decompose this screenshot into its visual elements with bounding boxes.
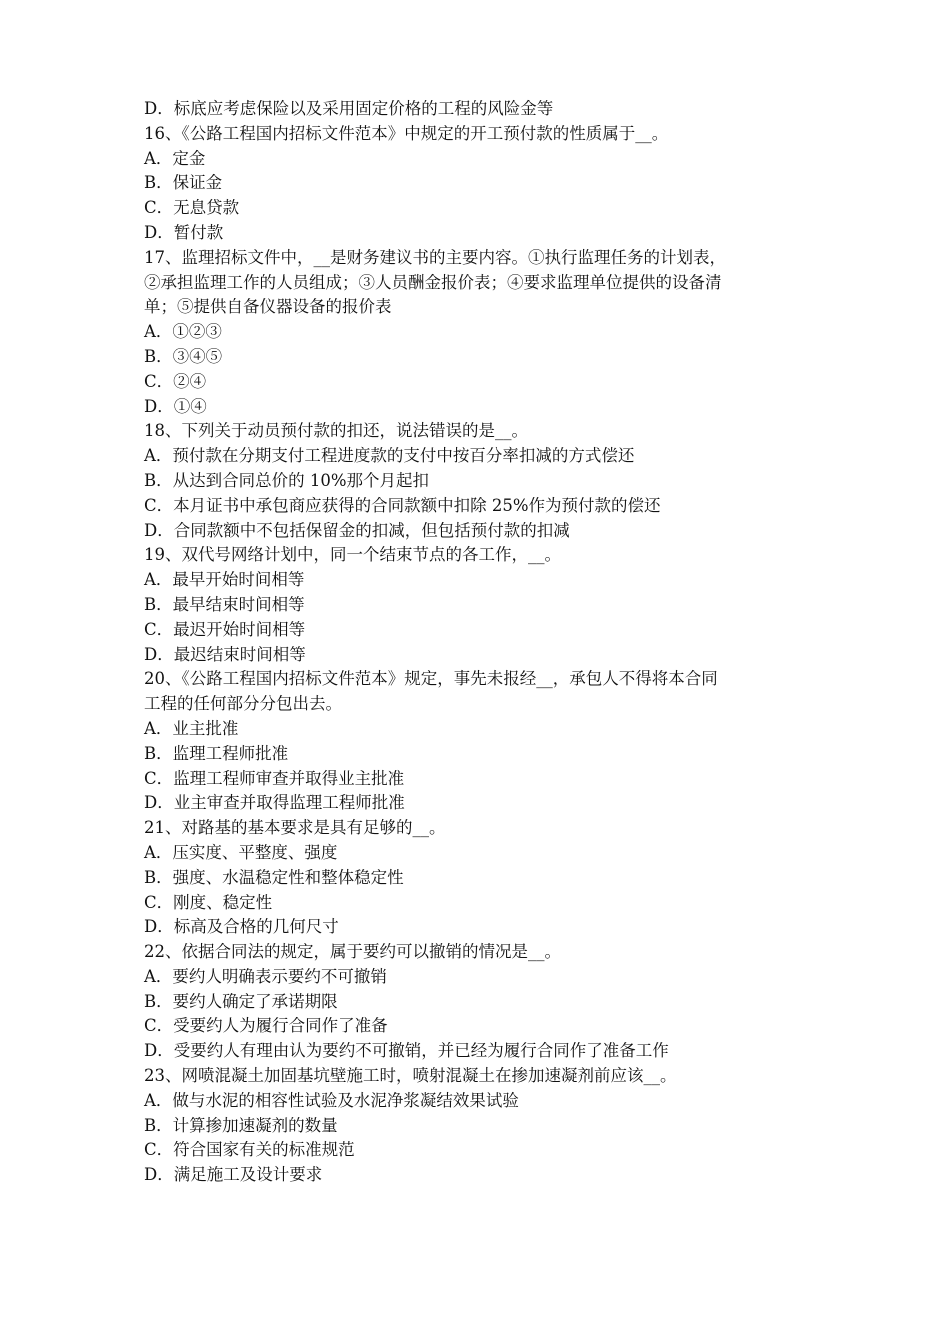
- option-line: B．要约人确定了承诺期限: [144, 991, 338, 1011]
- question-line: 工程的任何部分分包出去。: [144, 694, 342, 714]
- option-line: D．业主审查并取得监理工程师批准: [144, 793, 405, 813]
- question-line: 22、依据合同法的规定，属于要约可以撤销的情况是__。: [144, 942, 561, 962]
- option-line: C．符合国家有关的标准规范: [144, 1140, 355, 1160]
- question-line: 16、《公路工程国内招标文件范本》中规定的开工预付款的性质属于__。: [144, 123, 669, 143]
- question-line: 23、网喷混凝土加固基坑壁施工时，喷射混凝土在掺加速凝剂前应该__。: [144, 1066, 677, 1086]
- option-line: C．监理工程师审查并取得业主批准: [144, 768, 405, 788]
- option-line: B．监理工程师批准: [144, 743, 289, 763]
- option-line: C．本月证书中承包商应获得的合同款额中扣除 25%作为预付款的偿还: [144, 495, 661, 515]
- option-line: D．标底应考虑保险以及采用固定价格的工程的风险金等: [144, 99, 554, 118]
- question-line: ②承担监理工作的人员组成；③人员酬金报价表；④要求监理单位提供的设备清: [144, 272, 722, 292]
- option-line: D．①④: [144, 396, 207, 416]
- option-line: D．合同款额中不包括保留金的扣减，但包括预付款的扣减: [144, 520, 570, 540]
- option-line: D．满足施工及设计要求: [144, 1165, 323, 1185]
- option-line: C．最迟开始时间相等: [144, 619, 306, 639]
- question-line: 18、下列关于动员预付款的扣还，说法错误的是__。: [144, 421, 528, 441]
- option-line: B．强度、水温稳定性和整体稳定性: [144, 867, 404, 887]
- option-line: C．无息贷款: [144, 198, 240, 218]
- question-line: 21、对路基的基本要求是具有足够的__。: [144, 818, 446, 838]
- option-line: D．最迟结束时间相等: [144, 644, 306, 664]
- option-line: A．①②③: [144, 322, 222, 342]
- option-line: A．定金: [144, 148, 206, 168]
- option-line: A．压实度、平整度、强度: [144, 842, 338, 862]
- option-line: C．刚度、稳定性: [144, 892, 273, 912]
- option-line: B．从达到合同总价的 10%那个月起扣: [144, 470, 430, 490]
- question-line: 单；⑤提供自备仪器设备的报价表: [144, 297, 392, 317]
- option-line: B．最早结束时间相等: [144, 594, 305, 614]
- option-line: B．③④⑤: [144, 346, 223, 366]
- question-line: 17、监理招标文件中，__是财务建议书的主要内容。①执行监理任务的计划表，: [144, 247, 726, 267]
- option-line: A．业主批准: [144, 718, 239, 738]
- question-line: 19、双代号网络计划中，同一个结束节点的各工作，__。: [144, 545, 561, 565]
- option-line: B．保证金: [144, 173, 223, 193]
- option-line: A．要约人明确表示要约不可撤销: [144, 966, 387, 986]
- option-line: C．受要约人为履行合同作了准备: [144, 1016, 388, 1036]
- option-line: C．②④: [144, 371, 207, 391]
- option-line: A．最早开始时间相等: [144, 570, 305, 590]
- document-body: [144, 97, 814, 1188]
- question-line: 20、《公路工程国内招标文件范本》规定，事先未报经__，承包人不得将本合同: [144, 669, 718, 689]
- option-line: B．计算掺加速凝剂的数量: [144, 1115, 338, 1135]
- option-line: D．受要约人有理由认为要约不可撤销，并已经为履行合同作了准备工作: [144, 1041, 669, 1061]
- option-line: A．做与水泥的相容性试验及水泥净浆凝结效果试验: [144, 1090, 519, 1110]
- option-line: D．标高及合格的几何尺寸: [144, 917, 339, 937]
- option-line: A．预付款在分期支付工程进度款的支付中按百分率扣减的方式偿还: [144, 446, 635, 466]
- option-line: D．暂付款: [144, 222, 224, 242]
